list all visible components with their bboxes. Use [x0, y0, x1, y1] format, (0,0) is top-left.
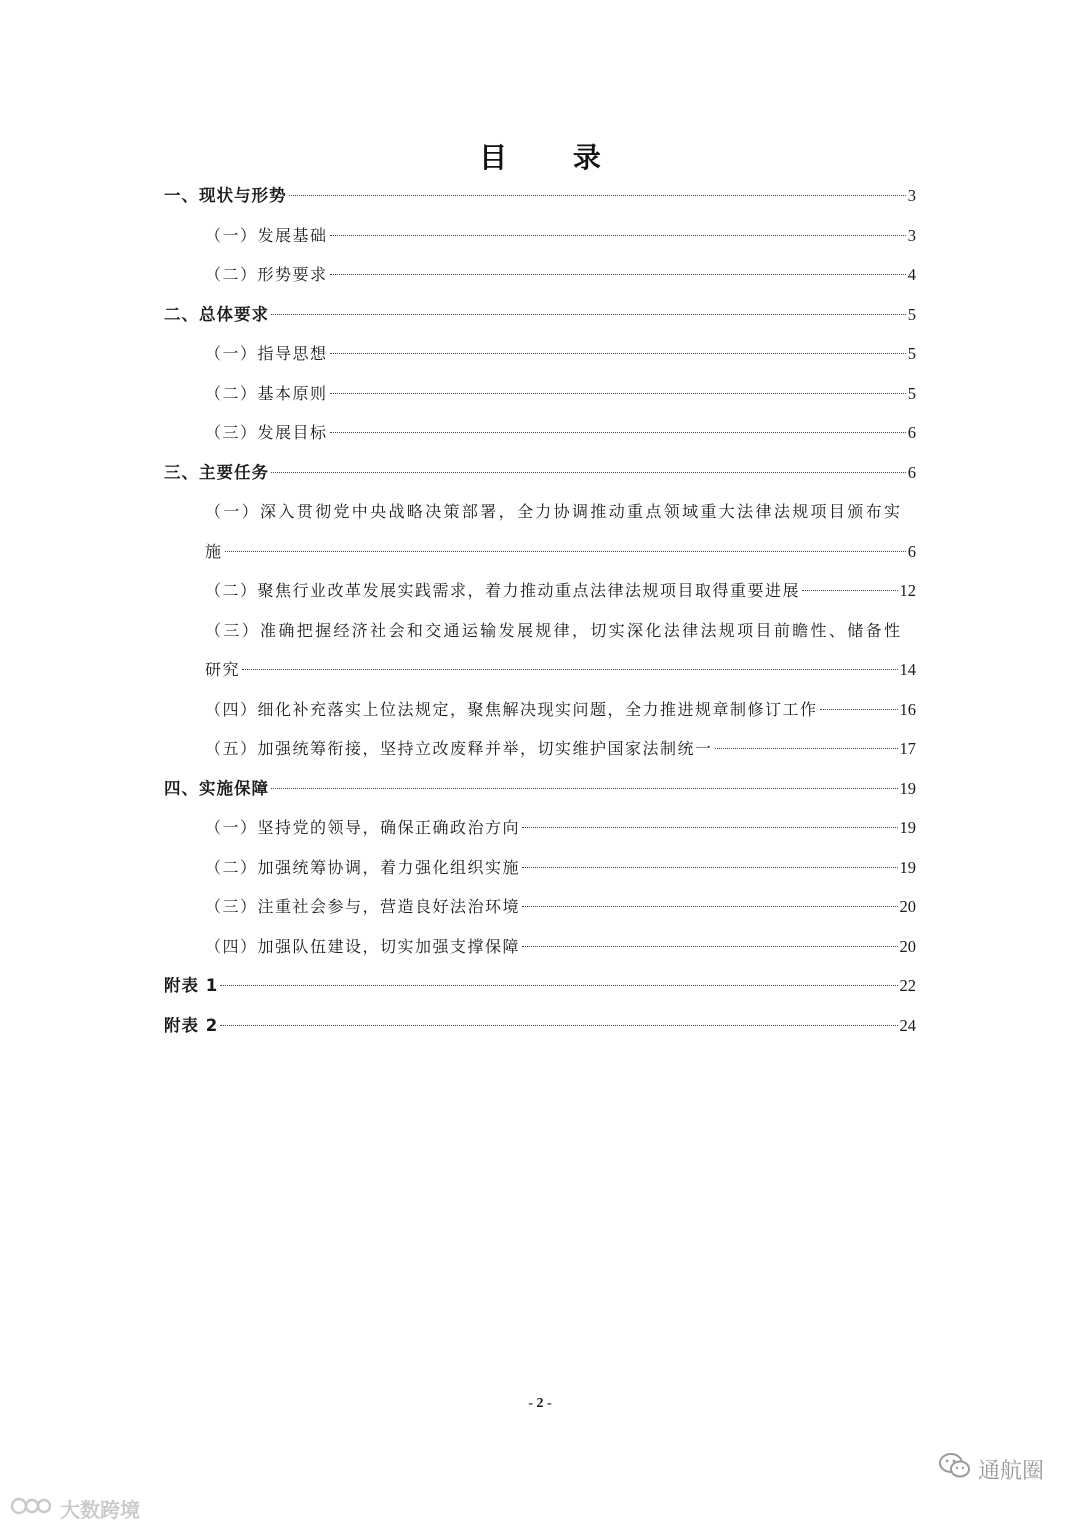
toc-dot-leader [330, 432, 906, 433]
toc-entry-page-number: 4 [907, 265, 916, 284]
toc-entry-page-number: 3 [907, 186, 916, 205]
toc-entry-section[interactable] [205, 808, 916, 848]
toc-entry-label: 一、现状与形势 [164, 186, 287, 205]
toc-dot-leader [330, 235, 906, 236]
toc-entry-page-number: 6 [907, 462, 916, 482]
toc-entry-label: （二）基本原则 [205, 383, 328, 403]
toc-dot-leader [330, 353, 906, 354]
toc-entry-label: 研究 [205, 660, 241, 679]
toc-entry-label: 附表 2 [164, 1015, 219, 1035]
toc-entry-section[interactable] [205, 571, 916, 611]
toc-entry-label: （一）坚持党的领导，确保正确政治方向 [205, 818, 521, 837]
toc-dot-leader [820, 709, 898, 710]
page-number: - 2 - [528, 1396, 552, 1411]
toc-dot-leader [330, 274, 906, 275]
toc-entry-label: （三）发展目标 [205, 423, 328, 442]
toc-dot-leader [271, 788, 898, 789]
toc-entry-chapter[interactable] [164, 769, 916, 809]
toc-entry-section[interactable] [205, 255, 916, 295]
toc-entry-page-number: 19 [899, 778, 916, 798]
toc-dot-leader [271, 314, 906, 315]
toc-entry-section[interactable] [205, 216, 916, 256]
toc-entry-page-number: 16 [899, 699, 916, 719]
brand-logo-icon [10, 1494, 54, 1523]
toc-dot-leader [522, 946, 897, 947]
toc-dot-leader [522, 827, 897, 828]
toc-entry-label: （三）注重社会参与，营造良好法治环境 [205, 897, 521, 916]
watermark-left-text: 大数跨境 [60, 1498, 140, 1522]
toc-dot-leader [242, 669, 897, 670]
toc-entry-section[interactable] [205, 374, 916, 414]
toc-entry-page-number: 5 [907, 383, 916, 403]
toc-entry-section[interactable] [205, 532, 916, 572]
wechat-icon [938, 1452, 972, 1486]
toc-entry-page-number: 6 [907, 541, 916, 561]
toc-entry-page-number: 20 [899, 936, 916, 956]
toc-entry-page-number: 12 [899, 581, 916, 600]
toc-entry-label: 施 [205, 541, 223, 561]
toc-entry-page-number: 20 [899, 897, 916, 916]
toc-entry-section[interactable] [205, 413, 916, 453]
toc-entry-wrapped-line[interactable]: （一）深入贯彻党中央战略决策部署，全力协调推动重点领域重大法律法规项目颁布实 [205, 502, 903, 521]
toc-entry-page-number: 3 [907, 225, 916, 245]
toc-dot-leader [220, 1025, 897, 1026]
toc-entry-page-number: 19 [899, 818, 916, 837]
toc-dot-leader [271, 472, 906, 473]
toc-entry-label: （四）加强队伍建设，切实加强支撑保障 [205, 936, 521, 956]
toc-entry-page-number: 19 [899, 857, 916, 877]
toc-entry-label: （五）加强统筹衔接，坚持立改废释并举，切实维护国家法制统一 [205, 739, 713, 758]
toc-dot-leader [330, 393, 906, 394]
toc-entry-section[interactable] [205, 650, 916, 690]
toc-entry-section[interactable] [205, 729, 916, 769]
toc-entry-chapter[interactable] [164, 176, 916, 216]
toc-entry-page-number: 24 [899, 1015, 916, 1035]
watermark-right-text: 通航圈 [977, 1458, 1044, 1484]
toc-entry-section[interactable] [205, 887, 916, 927]
toc-entry-chapter[interactable] [164, 966, 916, 1006]
page-title: 目 录 [479, 141, 629, 174]
toc-entry-label: （一）指导思想 [205, 344, 328, 363]
toc-entry-page-number: 14 [899, 660, 916, 679]
toc-entry-page-number: 6 [907, 423, 916, 442]
toc-entry-wrapped-line[interactable]: （三）准确把握经济社会和交通运输发展规律，切实深化法律法规项目前瞻性、储备性 [205, 620, 903, 640]
toc-entry-label: （二）形势要求 [205, 265, 328, 284]
toc-entry-page-number: 17 [899, 739, 916, 758]
toc-dot-leader [220, 985, 897, 986]
toc-entry-label: （四）细化补充落实上位法规定，聚焦解决现实问题，全力推进规章制修订工作 [205, 699, 818, 719]
toc-entry-section[interactable] [205, 927, 916, 967]
toc-entry-label: 三、主要任务 [164, 462, 269, 482]
toc-dot-leader [522, 906, 897, 907]
toc-dot-leader [715, 748, 898, 749]
watermark-left [10, 1494, 140, 1523]
toc-entry-section[interactable] [205, 690, 916, 730]
toc-dot-leader [522, 867, 897, 868]
toc-dot-leader [225, 551, 906, 552]
toc-dot-leader [289, 195, 906, 196]
toc-dot-leader [802, 590, 897, 591]
toc-entry-page-number: 5 [907, 344, 916, 363]
toc-entry-label: （一）发展基础 [205, 225, 328, 245]
toc-entry-chapter[interactable] [164, 1006, 916, 1046]
toc-entry-label: 四、实施保障 [164, 778, 269, 798]
toc-entry-section[interactable] [205, 848, 916, 888]
watermark-right [938, 1452, 1044, 1486]
toc-entry-label: （二）聚焦行业改革发展实践需求，着力推动重点法律法规项目取得重要进展 [205, 581, 801, 600]
toc-entry-chapter[interactable] [164, 295, 916, 335]
toc-entry-page-number: 22 [899, 976, 916, 995]
toc-entry-label: 附表 1 [164, 976, 219, 995]
toc-entry-chapter[interactable] [164, 453, 916, 493]
toc-entry-section[interactable] [205, 334, 916, 374]
toc-entry-label: （二）加强统筹协调，着力强化组织实施 [205, 857, 521, 877]
toc-entry-page-number: 5 [907, 304, 916, 324]
toc-entry-label: 二、总体要求 [164, 304, 269, 324]
